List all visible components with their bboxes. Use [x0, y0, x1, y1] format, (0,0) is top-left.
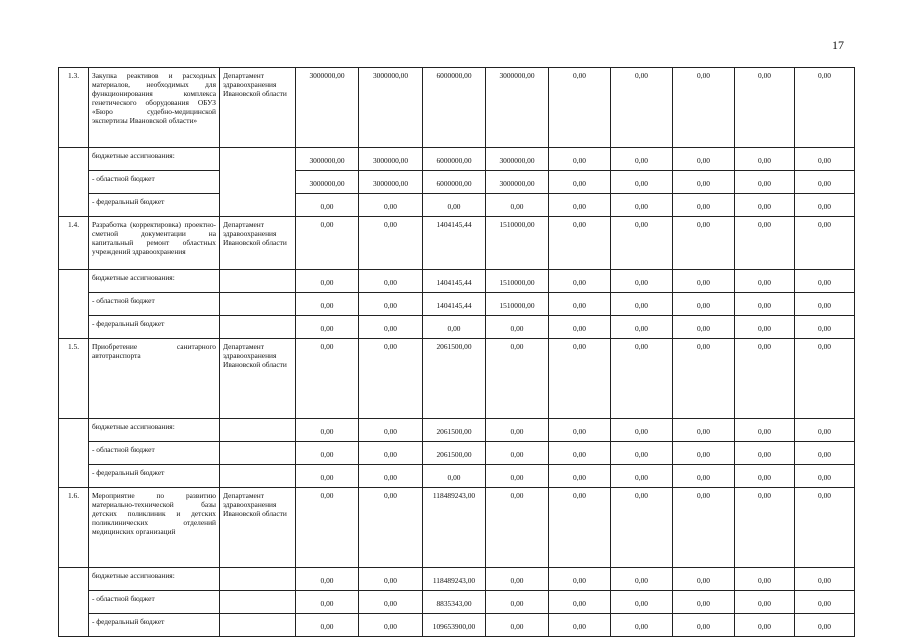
value-cell: 1510000,00 [486, 217, 549, 270]
value-cell: 0,00 [486, 442, 549, 465]
budget-table [58, 67, 855, 637]
value-cell: 0,00 [611, 488, 673, 568]
section-executor: Департамент здравоохранения Ивановской области [220, 339, 296, 419]
value-cell: 0,00 [795, 270, 855, 293]
value-cell: 0,00 [611, 442, 673, 465]
funding-label: - федеральный бюджет [89, 194, 220, 217]
empty-executor-cell [220, 316, 296, 339]
value-cell: 0,00 [359, 591, 423, 614]
value-cell: 0,00 [735, 442, 795, 465]
value-cell: 0,00 [359, 614, 423, 637]
funding-row [59, 568, 855, 591]
value-cell: 0,00 [795, 316, 855, 339]
value-cell: 0,00 [735, 568, 795, 591]
empty-num-cell [59, 419, 89, 488]
value-cell: 0,00 [359, 488, 423, 568]
empty-executor-cell [220, 442, 296, 465]
empty-executor-cell [220, 270, 296, 293]
value-cell: 0,00 [673, 316, 735, 339]
section-row [59, 217, 855, 270]
value-cell: 0,00 [296, 339, 359, 419]
value-cell: 3000000,00 [359, 148, 423, 171]
value-cell: 0,00 [795, 442, 855, 465]
value-cell: 2061500,00 [423, 339, 486, 419]
value-cell: 0,00 [795, 217, 855, 270]
value-cell: 0,00 [673, 171, 735, 194]
funding-label: - федеральный бюджет [89, 614, 220, 637]
funding-label: - федеральный бюджет [89, 465, 220, 488]
empty-executor-cell [220, 148, 296, 217]
value-cell: 0,00 [423, 316, 486, 339]
value-cell: 0,00 [611, 194, 673, 217]
value-cell: 0,00 [735, 68, 795, 148]
value-cell: 0,00 [673, 614, 735, 637]
value-cell: 0,00 [296, 217, 359, 270]
value-cell: 0,00 [735, 171, 795, 194]
value-cell: 8835343,00 [423, 591, 486, 614]
section-number: 1.6. [59, 488, 89, 568]
value-cell: 0,00 [296, 442, 359, 465]
value-cell: 0,00 [795, 614, 855, 637]
value-cell: 0,00 [611, 148, 673, 171]
value-cell: 1404145,44 [423, 293, 486, 316]
value-cell: 0,00 [611, 614, 673, 637]
value-cell: 0,00 [735, 217, 795, 270]
funding-row [59, 171, 855, 194]
value-cell: 3000000,00 [486, 171, 549, 194]
value-cell: 0,00 [359, 293, 423, 316]
value-cell: 0,00 [611, 217, 673, 270]
value-cell: 0,00 [611, 171, 673, 194]
value-cell: 0,00 [549, 465, 611, 488]
value-cell: 0,00 [673, 591, 735, 614]
value-cell: 0,00 [673, 419, 735, 442]
funding-row [59, 194, 855, 217]
value-cell: 0,00 [359, 270, 423, 293]
value-cell: 0,00 [795, 293, 855, 316]
value-cell: 6000000,00 [423, 68, 486, 148]
value-cell: 0,00 [611, 419, 673, 442]
value-cell: 0,00 [549, 270, 611, 293]
value-cell: 0,00 [296, 316, 359, 339]
value-cell: 3000000,00 [359, 68, 423, 148]
funding-label: бюджетные ассигнования: [89, 270, 220, 293]
empty-num-cell [59, 148, 89, 217]
value-cell: 0,00 [611, 568, 673, 591]
value-cell: 0,00 [486, 419, 549, 442]
funding-label: - областной бюджет [89, 442, 220, 465]
value-cell: 0,00 [486, 614, 549, 637]
value-cell: 1510000,00 [486, 270, 549, 293]
value-cell: 0,00 [735, 293, 795, 316]
section-row [59, 68, 855, 148]
value-cell: 0,00 [296, 419, 359, 442]
value-cell: 0,00 [296, 568, 359, 591]
section-number: 1.5. [59, 339, 89, 419]
value-cell: 0,00 [673, 293, 735, 316]
value-cell: 0,00 [549, 194, 611, 217]
value-cell: 0,00 [735, 316, 795, 339]
value-cell: 0,00 [735, 465, 795, 488]
section-title: Разработка (корректировка) проектно-сметной документации на капитальный ремонт областных учреждений здравоохранения [89, 217, 220, 270]
value-cell: 3000000,00 [296, 148, 359, 171]
value-cell: 0,00 [673, 68, 735, 148]
value-cell: 0,00 [795, 171, 855, 194]
value-cell: 0,00 [611, 68, 673, 148]
funding-label: - областной бюджет [89, 171, 220, 194]
value-cell: 0,00 [359, 217, 423, 270]
value-cell: 0,00 [735, 194, 795, 217]
funding-row [59, 442, 855, 465]
funding-row [59, 148, 855, 171]
value-cell: 0,00 [795, 148, 855, 171]
value-cell: 0,00 [795, 68, 855, 148]
value-cell: 3000000,00 [296, 68, 359, 148]
value-cell: 0,00 [735, 591, 795, 614]
value-cell: 0,00 [795, 488, 855, 568]
value-cell: 0,00 [549, 442, 611, 465]
funding-label: бюджетные ассигнования: [89, 148, 220, 171]
value-cell: 0,00 [673, 488, 735, 568]
funding-label: бюджетные ассигнования: [89, 419, 220, 442]
value-cell: 118489243,00 [423, 488, 486, 568]
value-cell: 0,00 [611, 293, 673, 316]
value-cell: 0,00 [795, 591, 855, 614]
value-cell: 0,00 [795, 339, 855, 419]
value-cell: 0,00 [296, 591, 359, 614]
funding-label: - областной бюджет [89, 591, 220, 614]
empty-num-cell [59, 270, 89, 339]
value-cell: 0,00 [549, 591, 611, 614]
value-cell: 0,00 [486, 465, 549, 488]
value-cell: 0,00 [486, 591, 549, 614]
section-title: Приобретение санитарного автотранспорта [89, 339, 220, 419]
value-cell: 0,00 [359, 568, 423, 591]
value-cell: 0,00 [795, 465, 855, 488]
value-cell: 0,00 [735, 419, 795, 442]
section-title: Закупка реактивов и расходных материалов, необходимых для функционирования комплекса генетического оборудования ОБУЗ «Бюро судебно-медицинской экспертизы Ивановской области» [89, 68, 220, 148]
funding-row [59, 614, 855, 637]
value-cell: 0,00 [795, 194, 855, 217]
value-cell: 0,00 [486, 568, 549, 591]
value-cell: 2061500,00 [423, 419, 486, 442]
funding-row [59, 270, 855, 293]
value-cell: 0,00 [486, 488, 549, 568]
value-cell: 0,00 [549, 68, 611, 148]
value-cell: 0,00 [296, 293, 359, 316]
value-cell: 0,00 [359, 465, 423, 488]
value-cell: 0,00 [549, 488, 611, 568]
section-number: 1.4. [59, 217, 89, 270]
funding-row [59, 293, 855, 316]
empty-executor-cell [220, 614, 296, 637]
value-cell: 0,00 [296, 488, 359, 568]
section-row [59, 488, 855, 568]
funding-label: бюджетные ассигнования: [89, 568, 220, 591]
value-cell: 0,00 [486, 316, 549, 339]
value-cell: 0,00 [549, 419, 611, 442]
empty-executor-cell [220, 293, 296, 316]
funding-label: - федеральный бюджет [89, 316, 220, 339]
section-executor: Департамент здравоохранения Ивановской области [220, 217, 296, 270]
value-cell: 0,00 [359, 194, 423, 217]
value-cell: 0,00 [549, 217, 611, 270]
value-cell: 0,00 [296, 270, 359, 293]
value-cell: 0,00 [486, 339, 549, 419]
value-cell: 0,00 [359, 339, 423, 419]
value-cell: 0,00 [673, 442, 735, 465]
value-cell: 0,00 [673, 465, 735, 488]
value-cell: 0,00 [611, 316, 673, 339]
value-cell: 0,00 [359, 316, 423, 339]
section-row [59, 339, 855, 419]
value-cell: 0,00 [611, 465, 673, 488]
value-cell: 0,00 [549, 568, 611, 591]
value-cell: 0,00 [673, 194, 735, 217]
value-cell: 0,00 [611, 339, 673, 419]
empty-executor-cell [220, 591, 296, 614]
value-cell: 3000000,00 [296, 171, 359, 194]
funding-label: - областной бюджет [89, 293, 220, 316]
value-cell: 118489243,00 [423, 568, 486, 591]
section-number: 1.3. [59, 68, 89, 148]
value-cell: 0,00 [735, 339, 795, 419]
value-cell: 1510000,00 [486, 293, 549, 316]
value-cell: 6000000,00 [423, 171, 486, 194]
value-cell: 0,00 [296, 465, 359, 488]
value-cell: 0,00 [795, 419, 855, 442]
section-executor: Департамент здравоохранения Ивановской области [220, 68, 296, 148]
section-executor: Департамент здравоохранения Ивановской области [220, 488, 296, 568]
value-cell: 0,00 [423, 194, 486, 217]
value-cell: 0,00 [673, 270, 735, 293]
funding-row [59, 591, 855, 614]
value-cell: 0,00 [549, 614, 611, 637]
value-cell: 0,00 [296, 614, 359, 637]
value-cell: 0,00 [549, 148, 611, 171]
value-cell: 0,00 [359, 442, 423, 465]
value-cell: 109653900,00 [423, 614, 486, 637]
section-title: Мероприятие по развитию материально-технической базы детских поликлиник и детских поликлинических отделений медицинских организаций [89, 488, 220, 568]
value-cell: 1404145,44 [423, 217, 486, 270]
value-cell: 0,00 [735, 270, 795, 293]
empty-executor-cell [220, 465, 296, 488]
value-cell: 0,00 [549, 171, 611, 194]
funding-row [59, 316, 855, 339]
value-cell: 0,00 [735, 148, 795, 171]
value-cell: 0,00 [549, 316, 611, 339]
value-cell: 0,00 [735, 614, 795, 637]
value-cell: 0,00 [611, 270, 673, 293]
value-cell: 0,00 [735, 488, 795, 568]
value-cell: 0,00 [549, 293, 611, 316]
value-cell: 0,00 [423, 465, 486, 488]
page-number: 17 [832, 38, 844, 52]
value-cell: 0,00 [611, 591, 673, 614]
value-cell: 0,00 [673, 339, 735, 419]
value-cell: 0,00 [673, 148, 735, 171]
value-cell: 0,00 [359, 419, 423, 442]
value-cell: 0,00 [486, 194, 549, 217]
value-cell: 3000000,00 [486, 148, 549, 171]
funding-row [59, 419, 855, 442]
value-cell: 2061500,00 [423, 442, 486, 465]
empty-executor-cell [220, 568, 296, 591]
value-cell: 0,00 [296, 194, 359, 217]
value-cell: 6000000,00 [423, 148, 486, 171]
value-cell: 1404145,44 [423, 270, 486, 293]
value-cell: 0,00 [549, 339, 611, 419]
empty-num-cell [59, 568, 89, 637]
value-cell: 3000000,00 [486, 68, 549, 148]
value-cell: 3000000,00 [359, 171, 423, 194]
empty-executor-cell [220, 419, 296, 442]
value-cell: 0,00 [673, 568, 735, 591]
funding-row [59, 465, 855, 488]
value-cell: 0,00 [795, 568, 855, 591]
value-cell: 0,00 [673, 217, 735, 270]
